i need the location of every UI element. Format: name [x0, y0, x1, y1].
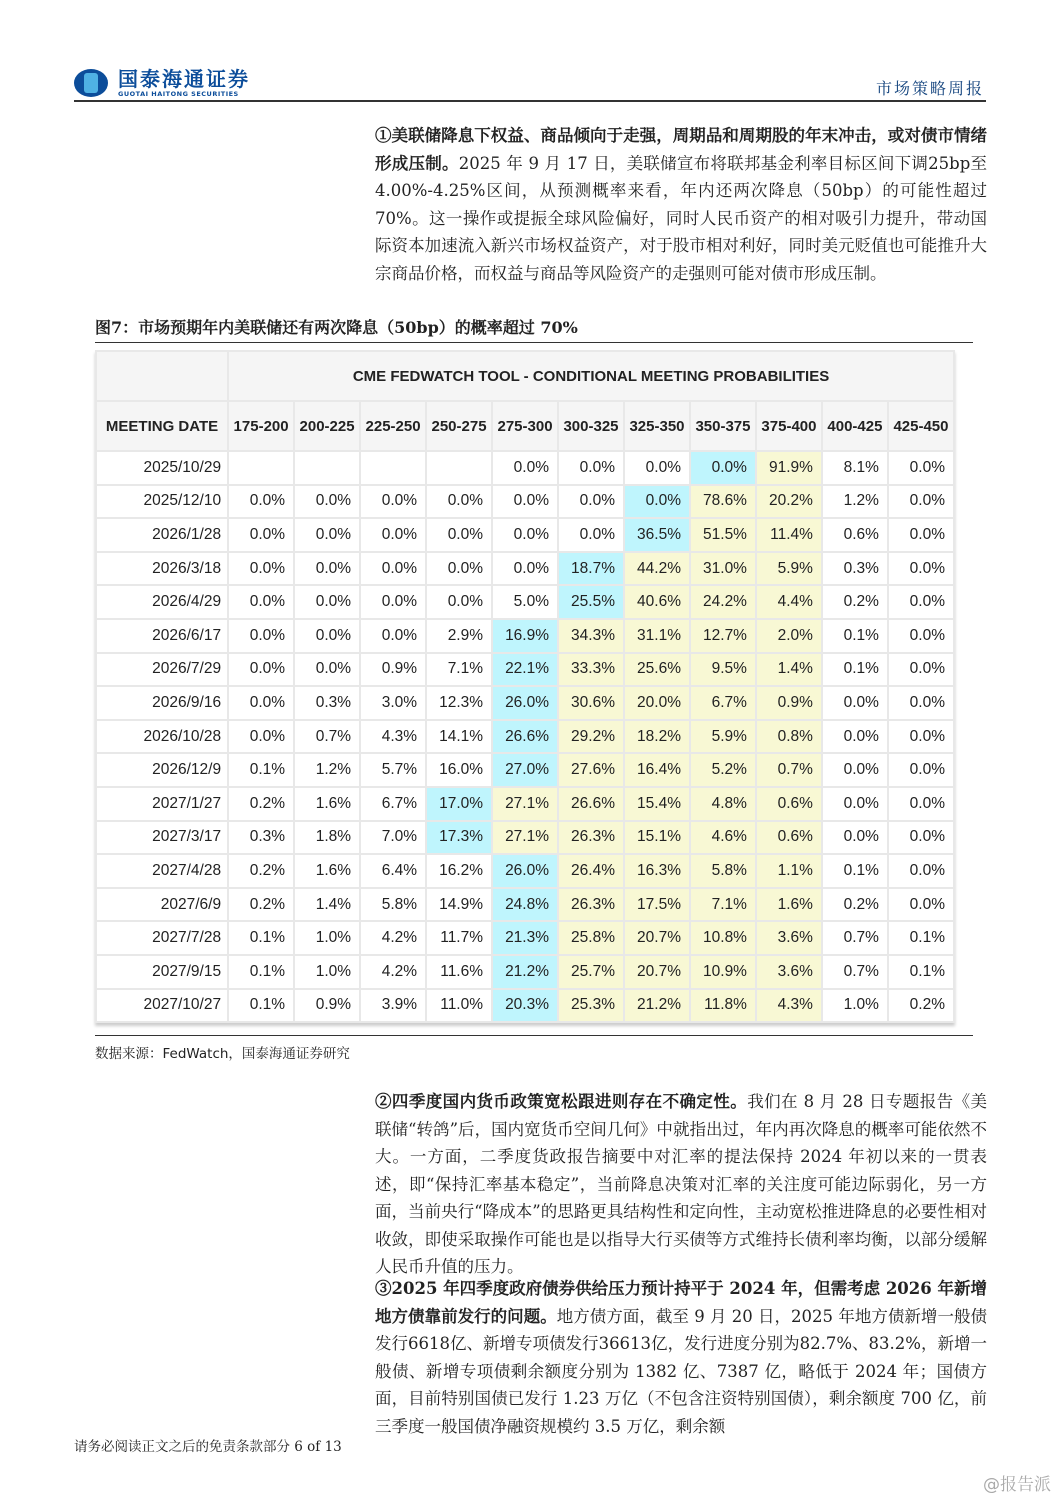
- probability-cell: 0.0%: [426, 552, 492, 586]
- probability-cell: 0.0%: [492, 485, 558, 519]
- probability-cell: 26.6%: [558, 787, 624, 821]
- column-header-375-400: 375-400: [756, 401, 822, 451]
- figure-source: 数据来源：FedWatch，国泰海通证券研究: [95, 1035, 973, 1062]
- logo-cn-text: 国泰海通证券: [118, 67, 250, 91]
- probability-cell: 0.0%: [888, 720, 954, 754]
- probability-cell: 10.8%: [690, 921, 756, 955]
- paragraph-1-lead: ①美联储降息下权益、商品倾向于走强，周期品和周期股的年末冲击，或对债市情绪形成压制。: [375, 126, 987, 173]
- probability-cell: 0.9%: [360, 653, 426, 687]
- probability-cell: 1.0%: [294, 921, 360, 955]
- probability-cell: 15.1%: [624, 821, 690, 855]
- probability-cell: 0.0%: [294, 619, 360, 653]
- probability-cell: 14.1%: [426, 720, 492, 754]
- probability-cell: 0.8%: [756, 720, 822, 754]
- probability-cell: 2.0%: [756, 619, 822, 653]
- meeting-date-cell: 2027/10/27: [96, 989, 228, 1023]
- probability-cell: 11.4%: [756, 518, 822, 552]
- probability-cell: 11.6%: [426, 955, 492, 989]
- probability-cell: 5.8%: [360, 888, 426, 922]
- probability-cell: 0.0%: [228, 619, 294, 653]
- probability-cell: 11.7%: [426, 921, 492, 955]
- paragraph-2-body: 我们在 8 月 28 日专题报告《美联储“转鸽”后，国内宽货币空间几何》中就指出过，年内再次降息的概率可能依然不大。一方面，二季度货政报告摘要中对汇率的提法保持 2024 年初以来的一贯表述，即“保持汇率基本稳定”，当前降息决策对汇率的关注度可能边际弱化，另一方面，当前央行“降成本”的思路更具结构性和定向性，主动宽松推进降息的必要性相对收敛，即使采取操作可能也是以指导大行买债等方式维持长债利率均衡，以部分缓解人民币升值的压力。: [375, 1092, 987, 1276]
- probability-cell: 0.0%: [294, 552, 360, 586]
- probability-cell: 0.0%: [492, 451, 558, 485]
- probability-cell: 3.6%: [756, 955, 822, 989]
- probability-cell: 9.5%: [690, 653, 756, 687]
- meeting-date-cell: 2026/6/17: [96, 619, 228, 653]
- logo-icon: [74, 69, 108, 97]
- probability-cell: 0.0%: [888, 888, 954, 922]
- meeting-date-cell: 2027/3/17: [96, 821, 228, 855]
- report-type: 市场策略周报: [875, 79, 984, 98]
- probability-cell: 0.0%: [228, 485, 294, 519]
- probability-cell: 0.0%: [888, 518, 954, 552]
- meeting-date-cell: 2026/12/9: [96, 753, 228, 787]
- probability-cell: 18.2%: [624, 720, 690, 754]
- probability-cell: 0.0%: [624, 451, 690, 485]
- probability-cell: 24.2%: [690, 585, 756, 619]
- probability-cell: 5.0%: [492, 585, 558, 619]
- probability-cell: 14.9%: [426, 888, 492, 922]
- probability-cell: 0.0%: [888, 653, 954, 687]
- company-logo: [74, 68, 250, 98]
- probability-cell: 20.7%: [624, 955, 690, 989]
- probability-cell: 0.0%: [360, 518, 426, 552]
- probability-cell: 6.7%: [360, 787, 426, 821]
- probability-cell: 1.0%: [822, 989, 888, 1023]
- probability-cell: 16.4%: [624, 753, 690, 787]
- column-header-425-450: 425-450: [888, 401, 954, 451]
- probability-cell: 78.6%: [690, 485, 756, 519]
- paragraph-2-lead: ②四季度国内货币政策宽松跟进则存在不确定性。: [375, 1092, 748, 1111]
- probability-cell: 0.2%: [228, 787, 294, 821]
- probability-cell: 0.1%: [228, 989, 294, 1023]
- probability-cell: 0.1%: [888, 955, 954, 989]
- probability-cell: 0.0%: [294, 518, 360, 552]
- probability-cell: 0.2%: [888, 989, 954, 1023]
- probability-cell: 0.9%: [294, 989, 360, 1023]
- probability-cell: 22.1%: [492, 653, 558, 687]
- probability-cell: 0.0%: [426, 518, 492, 552]
- meeting-date-cell: 2026/3/18: [96, 552, 228, 586]
- meeting-date-cell: 2026/1/28: [96, 518, 228, 552]
- probability-cell: 25.3%: [558, 989, 624, 1023]
- probability-cell: 0.0%: [228, 518, 294, 552]
- table-row: [96, 552, 954, 586]
- probability-cell: 0.0%: [294, 485, 360, 519]
- probability-cell: 5.9%: [756, 552, 822, 586]
- probability-cell: 0.0%: [690, 451, 756, 485]
- probability-cell: 1.2%: [822, 485, 888, 519]
- probability-cell: 1.8%: [294, 821, 360, 855]
- probability-cell: 91.9%: [756, 451, 822, 485]
- column-header-meeting-date: MEETING DATE: [96, 401, 228, 451]
- probability-cell: [360, 451, 426, 485]
- probability-cell: 0.0%: [360, 485, 426, 519]
- probability-cell: 34.3%: [558, 619, 624, 653]
- probability-cell: 31.1%: [624, 619, 690, 653]
- probability-cell: 1.4%: [756, 653, 822, 687]
- probability-cell: 36.5%: [624, 518, 690, 552]
- probability-cell: 26.4%: [558, 854, 624, 888]
- probability-cell: 4.4%: [756, 585, 822, 619]
- table-row: [96, 585, 954, 619]
- probability-cell: 25.8%: [558, 921, 624, 955]
- column-header-225-250: 225-250: [360, 401, 426, 451]
- probability-cell: 16.3%: [624, 854, 690, 888]
- probability-cell: 0.0%: [888, 485, 954, 519]
- probability-cell: 8.1%: [822, 451, 888, 485]
- probability-cell: 26.0%: [492, 854, 558, 888]
- table-row: [96, 989, 954, 1023]
- probability-cell: 0.6%: [822, 518, 888, 552]
- probability-cell: 0.0%: [558, 451, 624, 485]
- probability-cell: 0.1%: [888, 921, 954, 955]
- probability-cell: 15.4%: [624, 787, 690, 821]
- table-row: [96, 451, 954, 485]
- table-row: [96, 686, 954, 720]
- probability-cell: 0.0%: [888, 787, 954, 821]
- probability-cell: 0.0%: [624, 485, 690, 519]
- probability-cell: 5.8%: [690, 854, 756, 888]
- probability-cell: 0.7%: [756, 753, 822, 787]
- probability-cell: 0.0%: [822, 821, 888, 855]
- column-header-175-200: 175-200: [228, 401, 294, 451]
- probability-cell: 25.5%: [558, 585, 624, 619]
- column-header-200-225: 200-225: [294, 401, 360, 451]
- probability-cell: 4.2%: [360, 955, 426, 989]
- page-header: [74, 66, 986, 102]
- probability-cell: 21.2%: [492, 955, 558, 989]
- paragraph-1: [375, 122, 987, 287]
- column-header-400-425: 400-425: [822, 401, 888, 451]
- probability-cell: 0.0%: [228, 686, 294, 720]
- probability-cell: 44.2%: [624, 552, 690, 586]
- probability-cell: 27.1%: [492, 821, 558, 855]
- probability-cell: 24.8%: [492, 888, 558, 922]
- column-header-300-325: 300-325: [558, 401, 624, 451]
- probability-cell: 7.1%: [426, 653, 492, 687]
- table-row: [96, 753, 954, 787]
- meeting-date-cell: 2026/9/16: [96, 686, 228, 720]
- probability-cell: 25.6%: [624, 653, 690, 687]
- watermark: @报告派: [983, 1475, 1051, 1495]
- probability-cell: 0.0%: [228, 653, 294, 687]
- probability-cell: 0.0%: [492, 552, 558, 586]
- probability-cell: 0.0%: [426, 485, 492, 519]
- probability-cell: 0.0%: [558, 518, 624, 552]
- probability-cell: 0.2%: [822, 888, 888, 922]
- probability-cell: 0.0%: [822, 787, 888, 821]
- probability-cell: 40.6%: [624, 585, 690, 619]
- probability-cell: 10.9%: [690, 955, 756, 989]
- probability-cell: 0.0%: [822, 753, 888, 787]
- probability-cell: 51.5%: [690, 518, 756, 552]
- probability-cell: 7.1%: [690, 888, 756, 922]
- meeting-date-cell: 2027/6/9: [96, 888, 228, 922]
- column-header-250-275: 250-275: [426, 401, 492, 451]
- probability-cell: 26.6%: [492, 720, 558, 754]
- table-row: [96, 485, 954, 519]
- probability-cell: 0.0%: [294, 653, 360, 687]
- probability-cell: 29.2%: [558, 720, 624, 754]
- probability-cell: 17.5%: [624, 888, 690, 922]
- table-row: [96, 720, 954, 754]
- probability-cell: 5.2%: [690, 753, 756, 787]
- probability-cell: 2.9%: [426, 619, 492, 653]
- probability-cell: 6.7%: [690, 686, 756, 720]
- probability-cell: 0.0%: [228, 585, 294, 619]
- table-body: [96, 451, 954, 1022]
- meeting-date-cell: 2027/9/15: [96, 955, 228, 989]
- probability-cell: 0.1%: [228, 955, 294, 989]
- probability-cell: 17.3%: [426, 821, 492, 855]
- probability-cell: 16.2%: [426, 854, 492, 888]
- probability-cell: 20.3%: [492, 989, 558, 1023]
- column-header-325-350: 325-350: [624, 401, 690, 451]
- probability-cell: [228, 451, 294, 485]
- probability-cell: 0.0%: [360, 619, 426, 653]
- probability-cell: 4.6%: [690, 821, 756, 855]
- probability-cell: 0.6%: [756, 821, 822, 855]
- probability-cell: 0.0%: [888, 854, 954, 888]
- table-row: [96, 518, 954, 552]
- table-row: [96, 854, 954, 888]
- probability-cell: 30.6%: [558, 686, 624, 720]
- probability-cell: 21.2%: [624, 989, 690, 1023]
- probability-cell: 0.1%: [822, 854, 888, 888]
- corner-cell: [96, 351, 228, 401]
- probability-cell: 0.0%: [228, 552, 294, 586]
- meeting-date-cell: 2027/7/28: [96, 921, 228, 955]
- probability-cell: 0.0%: [360, 585, 426, 619]
- probability-cell: 6.4%: [360, 854, 426, 888]
- probability-cell: 0.0%: [888, 585, 954, 619]
- probability-cell: 0.0%: [888, 753, 954, 787]
- probability-cell: 5.7%: [360, 753, 426, 787]
- paragraph-1-body: 2025 年 9 月 17 日，美联储宣布将联邦基金利率目标区间下调25bp至4.00%-4.25%区间，从预测概率来看，年内还两次降息（50bp）的可能性超过 70%。这一操作或提振全球风险偏好，同时人民币资产的相对吸引力提升，带动国际资本加速流入新兴市场权益资产，对于股市相对利好，同时美元贬值也可能推升大宗商品价格，而权益与商品等风险资产的走强则可能对债市形成压制。: [375, 153, 987, 283]
- probability-cell: 1.1%: [756, 854, 822, 888]
- table-row: [96, 619, 954, 653]
- probability-cell: 21.3%: [492, 921, 558, 955]
- probability-cell: 20.7%: [624, 921, 690, 955]
- probability-cell: 20.2%: [756, 485, 822, 519]
- probability-cell: [426, 451, 492, 485]
- probability-cell: 27.1%: [492, 787, 558, 821]
- probability-cell: 4.8%: [690, 787, 756, 821]
- paragraph-3-body: 地方债方面，截至 9 月 20 日，2025 年地方债新增一般债发行6618亿、新增专项债发行36613亿，发行进度分别为82.7%、83.2%，新增一般债、新增专项债剩余额度分别为 1382 亿、7387 亿，略低于 2024 年；国债方面，目前特别国债已发行 1.23 万亿（不包含注资特别国债），剩余额度 700 亿，前三季度一般国债净融资规模约 3.5 万亿，剩余额: [375, 1306, 987, 1436]
- probability-cell: 0.9%: [756, 686, 822, 720]
- probability-cell: 0.7%: [822, 955, 888, 989]
- probability-cell: 4.3%: [756, 989, 822, 1023]
- probability-cell: 17.0%: [426, 787, 492, 821]
- probability-cell: 3.9%: [360, 989, 426, 1023]
- probability-cell: 0.0%: [426, 585, 492, 619]
- probability-cell: 11.8%: [690, 989, 756, 1023]
- probability-cell: 0.0%: [822, 720, 888, 754]
- probability-cell: 0.0%: [888, 821, 954, 855]
- probability-cell: 1.6%: [294, 787, 360, 821]
- probability-cell: 12.3%: [426, 686, 492, 720]
- probability-cell: 31.0%: [690, 552, 756, 586]
- probability-cell: 0.1%: [822, 653, 888, 687]
- probability-cell: 0.2%: [228, 888, 294, 922]
- probability-cell: 18.7%: [558, 552, 624, 586]
- probability-cell: 25.7%: [558, 955, 624, 989]
- probability-cell: 1.0%: [294, 955, 360, 989]
- table-row: [96, 787, 954, 821]
- table-row: [96, 888, 954, 922]
- probability-cell: 0.7%: [294, 720, 360, 754]
- probability-cell: 12.7%: [690, 619, 756, 653]
- probability-cell: 0.3%: [228, 821, 294, 855]
- column-header-275-300: 275-300: [492, 401, 558, 451]
- probability-cell: 0.0%: [360, 552, 426, 586]
- meeting-date-cell: 2026/10/28: [96, 720, 228, 754]
- probability-cell: 0.1%: [822, 619, 888, 653]
- logo-en-text: GUOTAI HAITONG SECURITIES: [118, 90, 239, 98]
- probability-cell: 26.0%: [492, 686, 558, 720]
- probability-cell: 3.6%: [756, 921, 822, 955]
- probability-cell: 0.0%: [294, 585, 360, 619]
- probability-cell: 0.0%: [888, 451, 954, 485]
- probability-cell: 0.0%: [888, 686, 954, 720]
- probability-cell: 1.6%: [294, 854, 360, 888]
- paragraph-2: [375, 1088, 987, 1281]
- probability-cell: 0.0%: [228, 720, 294, 754]
- probability-cell: 0.7%: [822, 921, 888, 955]
- probability-cell: 0.2%: [228, 854, 294, 888]
- probability-cell: 0.0%: [888, 552, 954, 586]
- table-title: CME FEDWATCH TOOL - CONDITIONAL MEETING PROBABILITIES: [228, 351, 954, 401]
- meeting-date-cell: 2026/7/29: [96, 653, 228, 687]
- probability-cell: 3.0%: [360, 686, 426, 720]
- probability-cell: 0.1%: [228, 921, 294, 955]
- probability-cell: 33.3%: [558, 653, 624, 687]
- paragraph-3: [375, 1275, 987, 1440]
- table-row: [96, 653, 954, 687]
- probability-cell: 0.0%: [888, 619, 954, 653]
- fedwatch-table: [95, 350, 955, 1023]
- probability-cell: 0.6%: [756, 787, 822, 821]
- probability-cell: 0.0%: [492, 518, 558, 552]
- probability-cell: 0.0%: [822, 686, 888, 720]
- probability-cell: 0.3%: [294, 686, 360, 720]
- probability-cell: 4.3%: [360, 720, 426, 754]
- probability-cell: 1.6%: [756, 888, 822, 922]
- meeting-date-cell: 2027/4/28: [96, 854, 228, 888]
- meeting-date-cell: 2025/10/29: [96, 451, 228, 485]
- probability-cell: 11.0%: [426, 989, 492, 1023]
- meeting-date-cell: 2027/1/27: [96, 787, 228, 821]
- table-row: [96, 955, 954, 989]
- probability-cell: 0.2%: [822, 585, 888, 619]
- paragraph-3-lead: ③2025 年四季度政府债券供给压力预计持平于 2024 年，但需考虑 2026 年新增地方债靠前发行的问题。: [375, 1279, 987, 1326]
- probability-cell: 20.0%: [624, 686, 690, 720]
- figure-title: 图7：市场预期年内美联储还有两次降息（50bp）的概率超过 70%: [95, 315, 973, 343]
- probability-cell: 7.0%: [360, 821, 426, 855]
- probability-cell: 26.3%: [558, 821, 624, 855]
- probability-cell: 1.2%: [294, 753, 360, 787]
- probability-cell: 0.3%: [822, 552, 888, 586]
- probability-cell: 16.0%: [426, 753, 492, 787]
- meeting-date-cell: 2026/4/29: [96, 585, 228, 619]
- table-row: [96, 921, 954, 955]
- probability-cell: 16.9%: [492, 619, 558, 653]
- probability-cell: 0.1%: [228, 753, 294, 787]
- probability-cell: 1.4%: [294, 888, 360, 922]
- probability-cell: 27.0%: [492, 753, 558, 787]
- meeting-date-cell: 2025/12/10: [96, 485, 228, 519]
- probability-cell: 5.9%: [690, 720, 756, 754]
- probability-cell: 27.6%: [558, 753, 624, 787]
- probability-cell: 0.0%: [558, 485, 624, 519]
- probability-cell: 4.2%: [360, 921, 426, 955]
- table-row: [96, 821, 954, 855]
- probability-cell: 26.3%: [558, 888, 624, 922]
- column-header-row: [96, 401, 954, 451]
- probability-cell: [294, 451, 360, 485]
- column-header-350-375: 350-375: [690, 401, 756, 451]
- footer-disclaimer: 请务必阅读正文之后的免责条款部分 6 of 13: [74, 1439, 342, 1455]
